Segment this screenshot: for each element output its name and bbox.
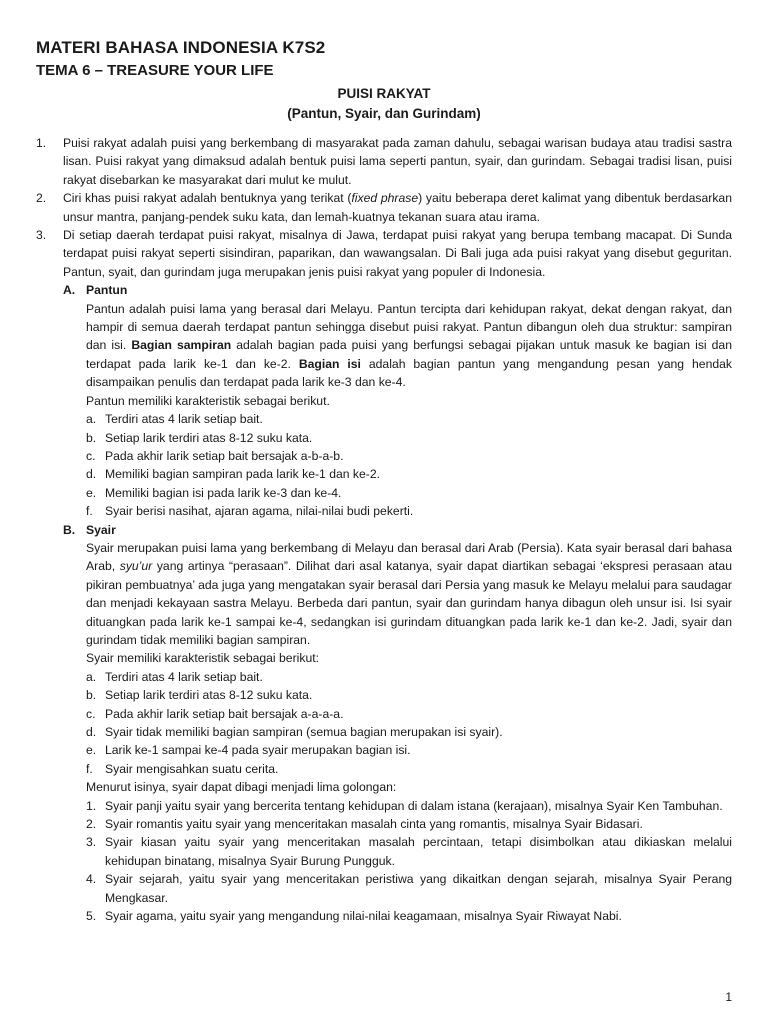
syair-kind xyxy=(86,815,732,833)
italic-term: fixed phrase xyxy=(351,191,419,206)
section-name: Syair xyxy=(86,522,116,537)
syair-item xyxy=(86,668,732,686)
text-run: ) yaitu beberapa deret kalimat yang dibentuk berdasarkan unsur mantra, panjang-pendek suku kata, dan lemah-kuatnya tekanan suara atau irama. xyxy=(63,191,732,224)
item-letter: a. xyxy=(86,412,97,427)
syair-kind xyxy=(86,797,732,815)
item-text: Syair mengisahkan suatu cerita. xyxy=(105,761,279,776)
text-run: Ciri khas puisi rakyat adalah bentuknya yang terikat ( xyxy=(63,191,352,206)
item-letter: d. xyxy=(86,467,97,482)
text-run: Pantun adalah puisi lama yang berasal dari Melayu. Pantun tercipta dari kehidupan rakyat, dekat dengan rakyat, dan hampir di semua daerah terdapat pantun sehingga disebut puisi rakyat. Pantun dibangun oleh dua struktur: sampiran dan isi. xyxy=(86,301,732,353)
pantun-item xyxy=(86,429,732,447)
section-label: A. xyxy=(63,283,76,298)
item-letter: e. xyxy=(86,743,97,758)
item-text: Syair romantis yaitu syair yang menceritakan masalah cinta yang romantis, misalnya Syair Bidasari. xyxy=(105,817,643,832)
list-item xyxy=(36,226,732,281)
list-item xyxy=(36,134,732,189)
syair-item xyxy=(86,723,732,741)
section-name: Pantun xyxy=(86,283,128,298)
item-letter: b. xyxy=(86,688,97,703)
bold-term: Bagian isi xyxy=(298,356,361,371)
syair-item xyxy=(86,705,732,723)
italic-term: syu’ur xyxy=(119,559,153,574)
syair-item xyxy=(86,686,732,704)
syair-item xyxy=(86,760,732,778)
item-text: Pada akhir larik setiap bait bersajak a-a-a-a. xyxy=(105,706,344,721)
item-text: Setiap larik terdiri atas 8-12 suku kata. xyxy=(105,688,313,703)
list-item xyxy=(36,189,732,226)
list-number: 1. xyxy=(36,136,47,150)
item-number: 3. xyxy=(86,835,97,850)
item-number: 2. xyxy=(86,817,97,832)
item-number: 5. xyxy=(86,909,97,924)
pantun-intro: Pantun memiliki karakteristik sebagai berikut. xyxy=(86,393,330,408)
section-heading-pantun xyxy=(63,281,732,299)
text-run: Syair merupakan puisi lama yang berkembang di Melayu dan berasal dari Arab (Persia). Kata syair berasal dari bahasa Arab, xyxy=(86,540,732,574)
pantun-item xyxy=(86,502,732,520)
item-text: Setiap larik terdiri atas 8-12 suku kata. xyxy=(105,430,313,445)
document-body xyxy=(36,134,732,925)
syair-kind xyxy=(86,833,732,870)
item-letter: a. xyxy=(86,669,97,684)
document-theme: TEMA 6 – TREASURE YOUR LIFE xyxy=(36,62,274,79)
pantun-paragraph xyxy=(86,300,732,392)
item-number: 4. xyxy=(86,872,97,887)
item-text: Memiliki bagian sampiran pada larik ke-1 dan ke-2. xyxy=(105,467,381,482)
pantun-item xyxy=(86,484,732,502)
section-label: B. xyxy=(63,522,76,537)
text-run: yang artinya “perasaan”. Dilihat dari asal katanya, syair dapat diartikan sebagai ‘ekspresi perasaan atau pikiran pembuatnya’ ada juga yang mengatakan syair berasal dari Persia yang masuk ke Melayu melalui para saudagar dan menjadi kekayaan sastra Melayu. Berbeda dari pantun, syair dan gurindam hanya dibagun oleh unsur isi. Isi syair dituangkan pada larik ke-1 sampai ke-4, sedangkan isi gurindam dituangkan pada larik ke-1 dan ke-2. Jadi, syair dan gurindam tidak memiliki bagian sampiran. xyxy=(86,559,732,647)
item-letter: e. xyxy=(86,485,97,500)
syair-intro: Syair memiliki karakteristik sebagai berikut: xyxy=(86,651,319,666)
pantun-item xyxy=(86,447,732,465)
item-text: Pada akhir larik setiap bait bersajak a-b-a-b. xyxy=(105,448,344,463)
bold-term: Bagian sampiran xyxy=(131,338,232,353)
list-number: 2. xyxy=(36,191,47,206)
item-letter: b. xyxy=(86,430,97,445)
item-text: Syair tidak memiliki bagian sampiran (semua bagian merupakan isi syair). xyxy=(105,725,503,739)
item-text: Syair kiasan yaitu syair yang menceritakan masalah percintaan, tetapi disimbolkan atau dikiaskan melalui kehidupan binatang, misalnya Syair Burung Pungguk. xyxy=(105,835,732,868)
page-number: 1 xyxy=(725,990,732,1004)
item-letter: c. xyxy=(86,706,96,721)
item-text: Terdiri atas 4 larik setiap bait. xyxy=(105,669,263,684)
item-text: Syair sejarah, yaitu syair yang menceritakan peristiwa yang dikaitkan dengan sejarah, misalnya Syair Perang Mengkasar. xyxy=(105,872,732,905)
syair-intro-2: Menurut isinya, syair dapat dibagi menjadi lima golongan: xyxy=(86,780,397,795)
item-letter: f. xyxy=(86,504,93,519)
pantun-item xyxy=(86,465,732,483)
item-text: Syair agama, yaitu syair yang mengandung nilai-nilai keagamaan, misalnya Syair Riwayat Nabi. xyxy=(105,909,622,924)
section-title: PUISI RAKYAT xyxy=(337,86,431,101)
document-title: MATERI BAHASA INDONESIA K7S2 xyxy=(36,38,326,57)
item-text: Syair panji yaitu syair yang bercerita tentang kehidupan di dalam istana (kerajaan), misalnya Syair Ken Tambuhan. xyxy=(105,798,723,813)
syair-item xyxy=(86,741,732,759)
list-text: Puisi rakyat adalah puisi yang berkembang di masyarakat pada zaman dahulu, sebagai warisan budaya atau tradisi sastra lisan. Puisi rakyat yang dimaksud adalah bentuk puisi lama seperti pantun, syair, dan gurindam. Sebagai tradisi lisan, puisi rakyat disebarkan ke masyarakat dari mulut ke mulut. xyxy=(63,136,732,187)
section-subtitle: (Pantun, Syair, dan Gurindam) xyxy=(287,106,481,121)
item-text: Larik ke-1 sampai ke-4 pada syair merupakan bagian isi. xyxy=(105,743,411,758)
item-letter: f. xyxy=(86,761,93,776)
item-letter: d. xyxy=(86,725,97,739)
pantun-item xyxy=(86,410,732,428)
text-run: adalah bagian pada puisi yang berfungsi sebagai pijakan untuk masuk ke bagian isi dan terdapat pada larik ke-1 dan ke-2. xyxy=(86,338,732,371)
text-run: adalah bagian pantun yang mengandung pesan yang hendak disampaikan penulis dan terdapat pada larik ke-3 dan ke-4. xyxy=(86,356,732,390)
item-number: 1. xyxy=(86,798,97,813)
syair-paragraph xyxy=(86,539,732,649)
list-text: Di setiap daerah terdapat puisi rakyat, misalnya di Jawa, terdapat puisi rakyat yang berupa tembang macapat. Di Sunda terdapat puisi rakyat seperti sisindiran, paparikan, dan wawangsalan. Di Bali juga ada puisi rakyat yang disebut geguritan. Pantun, syait, dan gurindam juga merupakan jenis puisi rakyat yang populer di Indonesia. xyxy=(63,228,732,279)
item-letter: c. xyxy=(86,448,96,463)
syair-kind xyxy=(86,907,732,925)
syair-kind xyxy=(86,870,732,907)
list-number: 3. xyxy=(36,228,47,243)
list-text xyxy=(63,189,732,226)
item-text: Syair berisi nasihat, ajaran agama, nilai-nilai budi pekerti. xyxy=(105,504,414,519)
item-text: Terdiri atas 4 larik setiap bait. xyxy=(105,412,263,427)
item-text: Memiliki bagian isi pada larik ke-3 dan ke-4. xyxy=(105,485,342,500)
section-heading-syair xyxy=(63,521,732,539)
